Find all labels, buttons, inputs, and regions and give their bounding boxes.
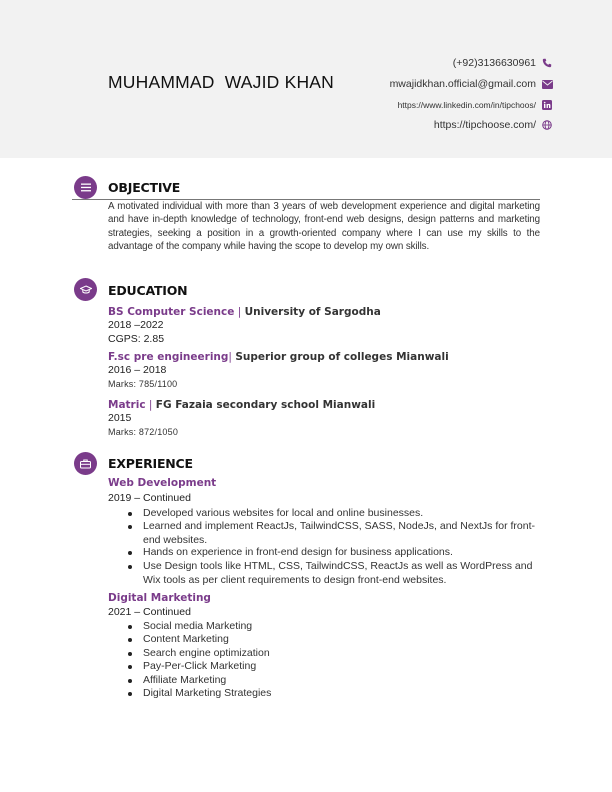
education-item-2-title [108, 347, 449, 365]
linkedin-icon [541, 99, 553, 111]
linkedin-text[interactable]: https://www.linkedin.com/in/tipchoos/ [397, 100, 536, 110]
list-item: Social media Marketing [128, 620, 540, 634]
degree-separator: | [234, 306, 245, 318]
list-item: Hands on experience in front-end design for business applications. [128, 546, 540, 560]
education-item-3-score: Marks: 872/1050 [108, 427, 179, 437]
education-item-3-title [108, 395, 375, 413]
list-item: Search engine optimization [128, 647, 540, 661]
objective-heading: OBJECTIVE [108, 180, 181, 195]
education-graduation-cap-icon [74, 278, 97, 301]
email-text[interactable]: mwajidkhan.official@gmail.com [389, 78, 536, 90]
experience-heading: EXPERIENCE [108, 456, 193, 471]
education-item-3-years: 2015 [108, 412, 132, 424]
list-item: Pay-Per-Click Marketing [128, 660, 540, 674]
list-item: Digital Marketing Strategies [128, 687, 540, 701]
website-text[interactable]: https://tipchoose.com/ [433, 119, 536, 131]
job-2-period: 2021 – Continued [108, 606, 191, 618]
degree-separator: | [228, 351, 236, 363]
contact-website [434, 119, 553, 131]
job-1-role: Web Development [108, 477, 217, 489]
job-2-role: Digital Marketing [108, 592, 211, 604]
envelope-icon [541, 78, 553, 90]
degree-name: F.sc pre engineering [108, 351, 229, 363]
contact-email [390, 78, 553, 90]
phone-text[interactable]: (+92)3136630961 [452, 57, 536, 69]
experience-briefcase-icon [74, 452, 97, 475]
list-item: Content Marketing [128, 633, 540, 647]
job-1-period: 2019 – Continued [108, 492, 191, 504]
contact-linkedin [398, 99, 553, 111]
education-heading: EDUCATION [108, 283, 188, 298]
contact-phone [453, 57, 553, 69]
candidate-name: MUHAMMAD WAJID KHAN [108, 72, 334, 92]
degree-separator: | [145, 399, 156, 411]
list-item: Affiliate Marketing [128, 674, 540, 688]
institute-name: FG Fazaia secondary school Mianwali [155, 399, 376, 411]
objective-text: A motivated individual with more than 3 years of web development experience and digital marketing and have in-depth knowledge of technology, front-end web designs, design patterns and marketing strategies, seeking a position in a growth-oriented company where I can use my skills to the advantage of the company while having the scope to develop my own skills. [108, 201, 540, 252]
list-item: Use Design tools like HTML, CSS, TailwindCSS, ReactJs as well as WordPress and Wix tools as per client requirements to design front-end websites. [128, 560, 540, 587]
globe-icon [541, 119, 553, 131]
institute-name: Superior group of colleges Mianwali [235, 351, 449, 363]
degree-name: BS Computer Science [108, 306, 235, 318]
list-item: Developed various websites for local and online businesses. [128, 507, 540, 521]
degree-name: Matric [108, 399, 146, 411]
education-item-2-score: Marks: 785/1100 [108, 379, 178, 389]
education-item-1-years: 2018 –2022 [108, 319, 164, 331]
list-item: Learned and implement ReactJs, TailwindCSS, SASS, NodeJs, and NextJs for front-end websites. [128, 520, 540, 547]
education-item-2-years: 2016 – 2018 [108, 364, 167, 376]
education-item-1-score: CGPS: 2.85 [108, 333, 165, 345]
phone-icon [541, 57, 553, 69]
institute-name: University of Sargodha [244, 306, 381, 318]
education-item-1-title [108, 302, 381, 320]
objective-list-icon [74, 176, 97, 199]
